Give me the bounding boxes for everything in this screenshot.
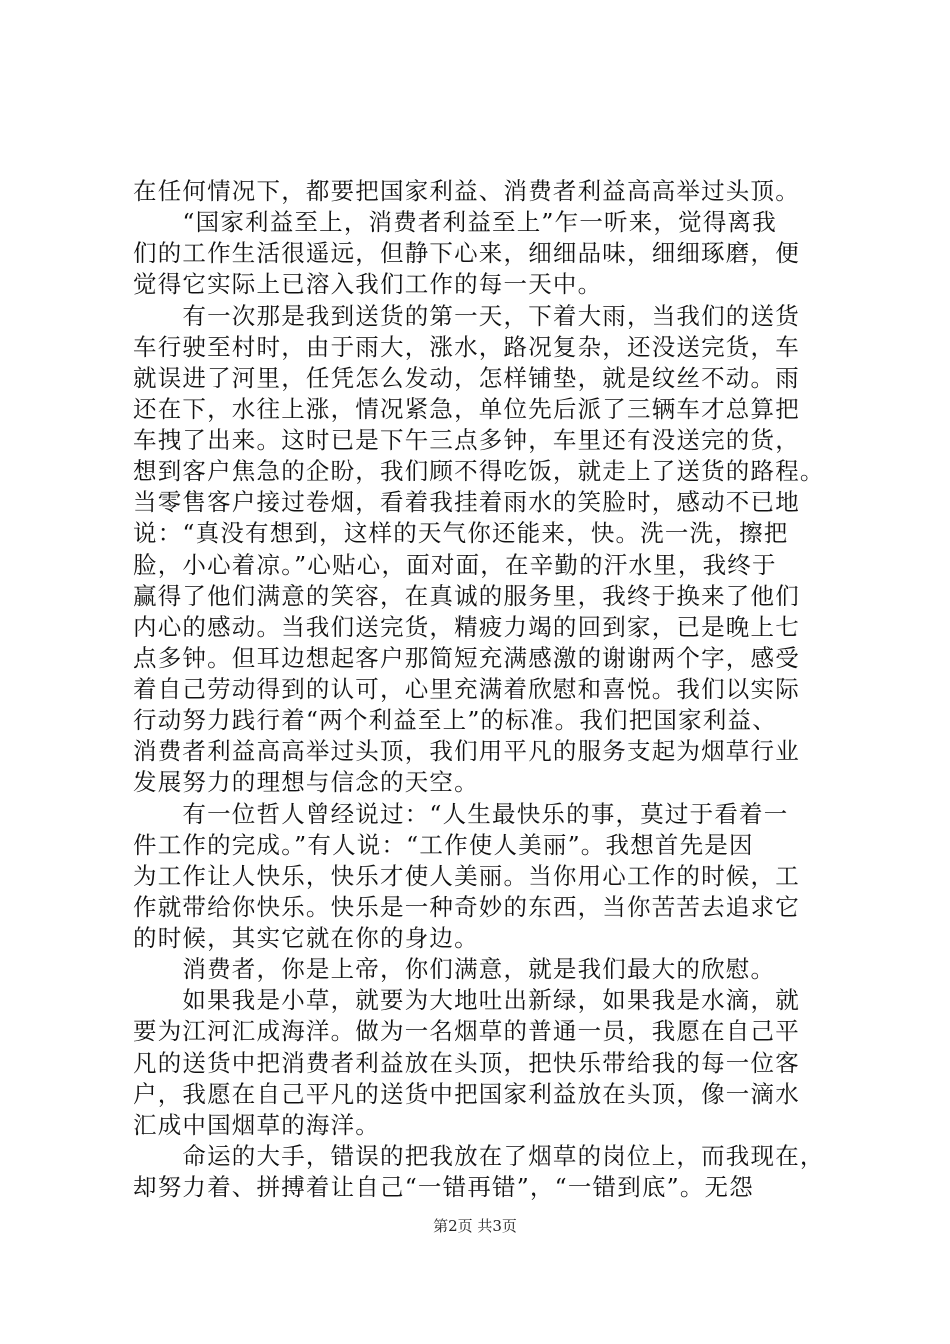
text-line: 却努力着、拼搏着让自己“一错再错”，“一错到底”。无怨 <box>133 1173 754 1201</box>
text-line: 件工作的完成。”有人说：“工作使人美丽”。我想首先是因 <box>133 830 754 859</box>
text-line: “国家利益至上，消费者利益至上”乍一听来，觉得离我 <box>133 208 777 237</box>
text-line: 车行驶至村时，由于雨大，涨水，路况复杂，还没送完货，车 <box>133 332 800 361</box>
text-line: 命运的大手，错误的把我放在了烟草的岗位上，而我现在， <box>133 1141 825 1170</box>
page-number-footer: 第2页 共3页 <box>433 1217 517 1235</box>
text-line: 如果我是小草，就要为大地吐出新绿，如果我是水滴，就 <box>133 986 800 1015</box>
text-line: 消费者利益高高举过头顶，我们用平凡的服务支起为烟草行业 <box>133 737 800 766</box>
text-line: 发展努力的理想与信念的天空。 <box>133 768 479 797</box>
text-line: 消费者，你是上帝，你们满意，就是我们最大的欣慰。 <box>133 955 776 984</box>
text-line: 有一位哲人曾经说过：“人生最快乐的事，莫过于看着一 <box>133 799 789 828</box>
text-line: 脸，小心着凉。”心贴心，面对面，在辛勤的汗水里，我终于 <box>133 550 777 579</box>
text-line: 想到客户焦急的企盼，我们顾不得吃饭，就走上了送货的路程。 <box>133 457 825 486</box>
text-line: 点多钟。但耳边想起客户那简短充满感激的谢谢两个字，感受 <box>133 643 800 672</box>
text-line: 行动努力践行着“两个利益至上”的标准。我们把国家利益、 <box>133 706 777 735</box>
text-line: 说：“真没有想到，这样的天气你还能来，快。洗一洗，擦把 <box>133 519 789 548</box>
text-line: 还在下，水往上涨，情况紧急，单位先后派了三辆车才总算把 <box>133 394 800 423</box>
text-line: 赢得了他们满意的笑容，在真诚的服务里，我终于换来了他们 <box>133 581 800 610</box>
text-line: 觉得它实际上已溶入我们工作的每一天中。 <box>133 270 603 299</box>
text-line: 内心的感动。当我们送完货，精疲力竭的回到家，已是晚上七 <box>133 612 800 641</box>
text-line: 作就带给你快乐。快乐是一种奇妙的东西，当你苦苦去追求它 <box>133 892 800 921</box>
text-line: 们的工作生活很遥远，但静下心来，细细品味，细细琢磨，便 <box>133 239 800 268</box>
text-line: 凡的送货中把消费者利益放在头顶，把快乐带给我的每一位客 <box>133 1048 800 1077</box>
text-line: 在任何情况下，都要把国家利益、消费者利益高高举过头顶。 <box>133 177 800 205</box>
text-line: 户，我愿在自己平凡的送货中把国家利益放在头顶，像一滴水 <box>133 1079 800 1108</box>
text-line: 要为江河汇成海洋。做为一名烟草的普通一员，我愿在自己平 <box>133 1017 800 1046</box>
text-line: 着自己劳动得到的认可，心里充满着欣慰和喜悦。我们以实际 <box>133 675 800 703</box>
text-line: 有一次那是我到送货的第一天，下着大雨，当我们的送货 <box>133 301 800 330</box>
text-line: 就误进了河里，任凭怎么发动，怎样铺垫，就是纹丝不动。雨 <box>133 363 800 392</box>
text-line: 为工作让人快乐，快乐才使人美丽。当你用心工作的时候，工 <box>133 861 800 890</box>
text-line: 的时候，其实它就在你的身边。 <box>133 924 479 952</box>
text-line: 当零售客户接过卷烟，看着我挂着雨水的笑脸时，感动不已地 <box>133 488 800 517</box>
text-line: 车拽了出来。这时已是下午三点多钟，车里还有没送完的货， <box>133 426 800 454</box>
text-line: 汇成中国烟草的海洋。 <box>133 1110 380 1139</box>
